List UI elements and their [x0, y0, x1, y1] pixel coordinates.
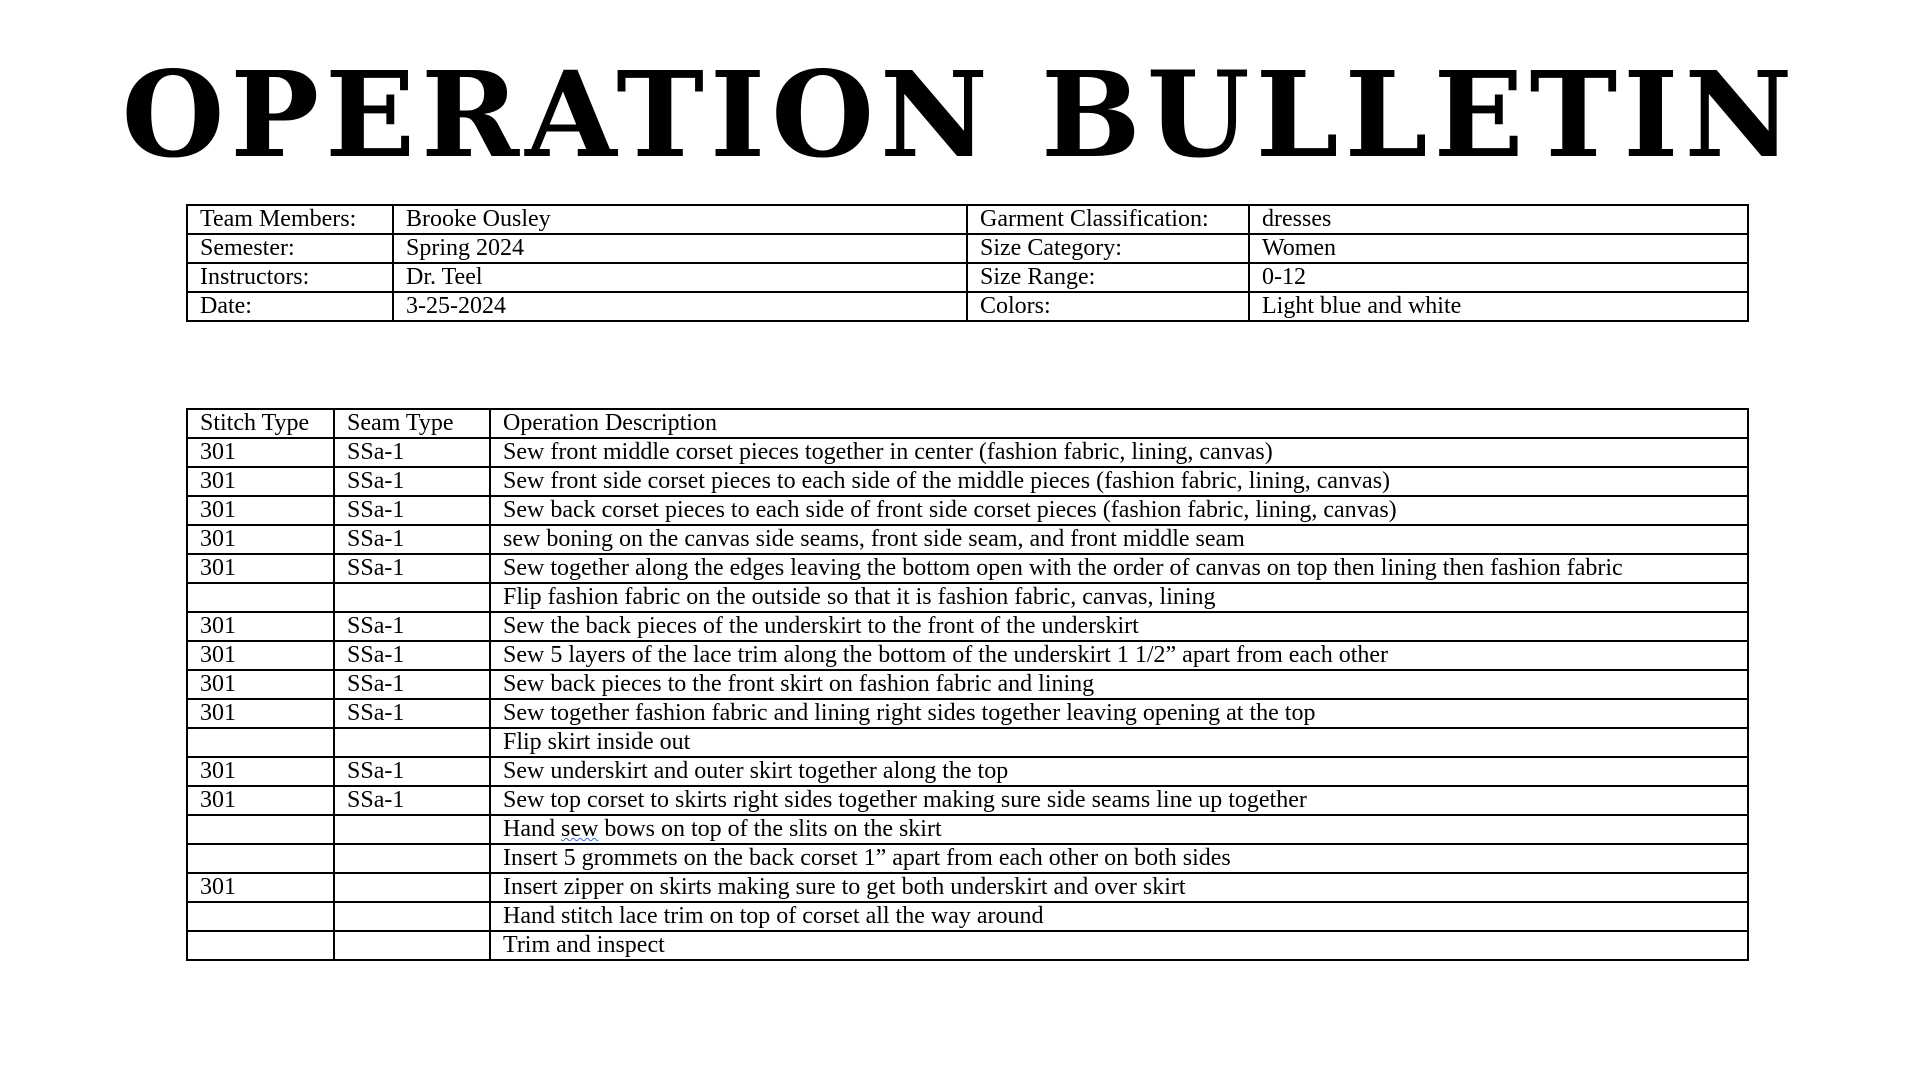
info-label: Garment Classification:: [967, 205, 1249, 234]
operation-row: [187, 786, 1748, 815]
stitch-type-cell: 301: [187, 786, 334, 815]
info-value: Dr. Teel: [393, 263, 967, 292]
stitch-type-cell: 301: [187, 496, 334, 525]
operation-description-cell: Sew 5 layers of the lace trim along the bottom of the underskirt 1 1/2” apart from each other: [490, 641, 1748, 670]
stitch-type-cell: [187, 583, 334, 612]
stitch-type-cell: 301: [187, 873, 334, 902]
info-label: Colors:: [967, 292, 1249, 321]
info-label: Size Category:: [967, 234, 1249, 263]
stitch-type-cell: 301: [187, 757, 334, 786]
operation-row: [187, 583, 1748, 612]
info-label: Size Range:: [967, 263, 1249, 292]
operation-description-cell: Sew the back pieces of the underskirt to the front of the underskirt: [490, 612, 1748, 641]
operation-description-cell: Hand stitch lace trim on top of corset all the way around: [490, 902, 1748, 931]
seam-type-cell: SSa-1: [334, 786, 490, 815]
description-text: Hand: [503, 816, 561, 842]
operation-description-cell: Sew underskirt and outer skirt together along the top: [490, 757, 1748, 786]
seam-type-cell: [334, 728, 490, 757]
operation-description-cell: Insert 5 grommets on the back corset 1” apart from each other on both sides: [490, 844, 1748, 873]
stitch-type-cell: 301: [187, 467, 334, 496]
operation-row: [187, 815, 1748, 844]
stitch-type-cell: [187, 902, 334, 931]
info-value: Light blue and white: [1249, 292, 1748, 321]
operation-description-cell: Sew together fashion fabric and lining right sides together leaving opening at the top: [490, 699, 1748, 728]
operation-row: [187, 844, 1748, 873]
operations-header-row: [187, 409, 1748, 438]
seam-type-cell: SSa-1: [334, 467, 490, 496]
seam-type-cell: SSa-1: [334, 612, 490, 641]
operation-row: [187, 699, 1748, 728]
operation-row: [187, 641, 1748, 670]
operation-description-cell: Sew back corset pieces to each side of front side corset pieces (fashion fabric, lining, canvas): [490, 496, 1748, 525]
column-header-stitch-type: Stitch Type: [187, 409, 334, 438]
info-label: Instructors:: [187, 263, 393, 292]
page-title: OPERATION BULLETIN: [121, 45, 1799, 184]
stitch-type-cell: [187, 728, 334, 757]
operation-description-cell: Sew together along the edges leaving the bottom open with the order of canvas on top then lining then fashion fabric: [490, 554, 1748, 583]
stitch-type-cell: 301: [187, 438, 334, 467]
info-value: Brooke Ousley: [393, 205, 967, 234]
operation-row: [187, 438, 1748, 467]
info-value: Women: [1249, 234, 1748, 263]
operation-row: [187, 496, 1748, 525]
info-value: 0-12: [1249, 263, 1748, 292]
stitch-type-cell: [187, 844, 334, 873]
info-value: Spring 2024: [393, 234, 967, 263]
operation-row: [187, 931, 1748, 960]
stitch-type-cell: 301: [187, 670, 334, 699]
operation-row: [187, 554, 1748, 583]
seam-type-cell: [334, 873, 490, 902]
info-row-date: [187, 292, 1748, 321]
stitch-type-cell: 301: [187, 554, 334, 583]
seam-type-cell: SSa-1: [334, 554, 490, 583]
stitch-type-cell: 301: [187, 612, 334, 641]
operation-description-cell: Sew top corset to skirts right sides together making sure side seams line up together: [490, 786, 1748, 815]
operation-row: [187, 728, 1748, 757]
info-value: 3-25-2024: [393, 292, 967, 321]
operation-description-cell: Sew front middle corset pieces together in center (fashion fabric, lining, canvas): [490, 438, 1748, 467]
operation-row: [187, 757, 1748, 786]
operation-description-cell: [490, 815, 1748, 844]
spellcheck-flagged-word: sew: [560, 816, 599, 842]
operation-description-cell: Sew back pieces to the front skirt on fashion fabric and lining: [490, 670, 1748, 699]
seam-type-cell: SSa-1: [334, 438, 490, 467]
info-label: Team Members:: [187, 205, 393, 234]
column-header-operation-description: Operation Description: [490, 409, 1748, 438]
operation-description-cell: Sew front side corset pieces to each side of the middle pieces (fashion fabric, lining, canvas): [490, 467, 1748, 496]
info-label: Date:: [187, 292, 393, 321]
info-value: dresses: [1249, 205, 1748, 234]
operation-row: [187, 612, 1748, 641]
info-label: Semester:: [187, 234, 393, 263]
stitch-type-cell: 301: [187, 525, 334, 554]
seam-type-cell: SSa-1: [334, 757, 490, 786]
seam-type-cell: [334, 815, 490, 844]
operation-description-cell: Flip fashion fabric on the outside so that it is fashion fabric, canvas, lining: [490, 583, 1748, 612]
stitch-type-cell: 301: [187, 699, 334, 728]
operation-row: [187, 525, 1748, 554]
info-table: [186, 204, 1749, 322]
seam-type-cell: [334, 844, 490, 873]
operations-table: [186, 408, 1749, 961]
operation-description-cell: Flip skirt inside out: [490, 728, 1748, 757]
operation-row: [187, 873, 1748, 902]
operation-row: [187, 670, 1748, 699]
operation-description-cell: Insert zipper on skirts making sure to get both underskirt and over skirt: [490, 873, 1748, 902]
seam-type-cell: SSa-1: [334, 641, 490, 670]
info-row-semester: [187, 234, 1748, 263]
seam-type-cell: [334, 902, 490, 931]
seam-type-cell: SSa-1: [334, 525, 490, 554]
seam-type-cell: SSa-1: [334, 699, 490, 728]
seam-type-cell: SSa-1: [334, 496, 490, 525]
seam-type-cell: SSa-1: [334, 670, 490, 699]
info-row-team: [187, 205, 1748, 234]
description-text: bows on top of the slits on the skirt: [598, 816, 942, 842]
operation-row: [187, 902, 1748, 931]
info-row-instructors: [187, 263, 1748, 292]
operation-row: [187, 467, 1748, 496]
seam-type-cell: [334, 931, 490, 960]
stitch-type-cell: [187, 815, 334, 844]
stitch-type-cell: 301: [187, 641, 334, 670]
stitch-type-cell: [187, 931, 334, 960]
seam-type-cell: [334, 583, 490, 612]
operation-description-cell: Trim and inspect: [490, 931, 1748, 960]
column-header-seam-type: Seam Type: [334, 409, 490, 438]
operation-description-cell: sew boning on the canvas side seams, front side seam, and front middle seam: [490, 525, 1748, 554]
